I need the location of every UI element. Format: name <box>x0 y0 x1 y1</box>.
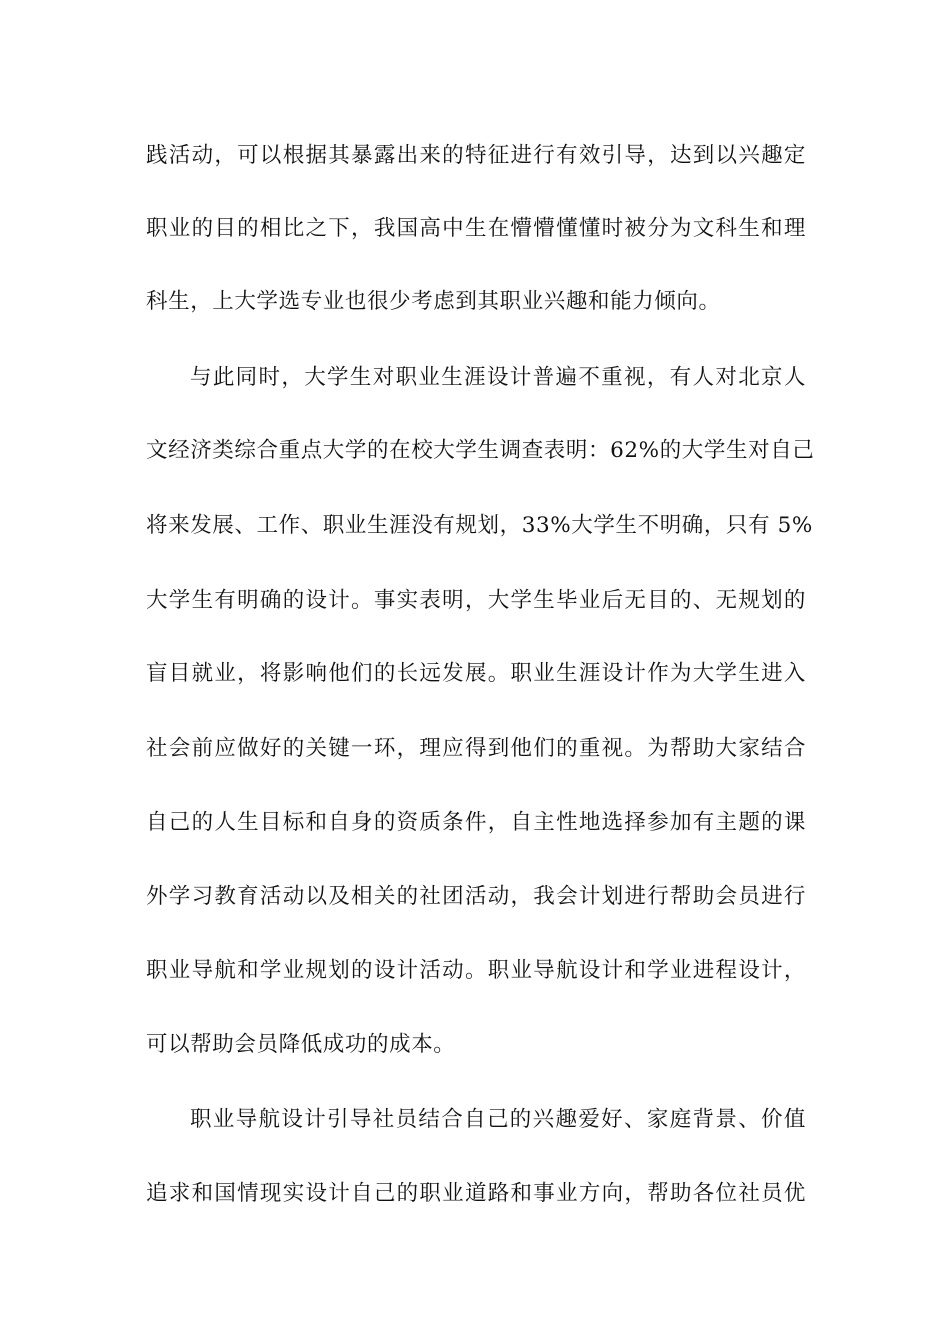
text-line: 文经济类综合重点大学的在校大学生调查表明：62%的大学生对自己 <box>146 438 815 463</box>
text-line: 职业的目的相比之下，我国高中生在懵懵懂懂时被分为文科生和理 <box>146 216 806 241</box>
text-line: 盲目就业，将影响他们的长远发展。职业生涯设计作为大学生进入 <box>146 661 806 686</box>
text-line: 大学生有明确的设计。事实表明，大学生毕业后无目的、无规划的 <box>146 588 806 613</box>
text-line: 科生，上大学选专业也很少考虑到其职业兴趣和能力倾向。 <box>146 289 721 314</box>
text-line: 践活动，可以根据其暴露出来的特征进行有效引导，达到以兴趣定 <box>146 143 806 168</box>
text-line: 追求和国情现实设计自己的职业道路和事业方向，帮助各位社员优 <box>146 1181 806 1206</box>
text-line: 职业导航和学业规划的设计活动。职业导航设计和学业进程设计， <box>146 958 806 983</box>
text-line: 自己的人生目标和自身的资质条件，自主性地选择参加有主题的课 <box>146 810 806 835</box>
text-line: 社会前应做好的关键一环，理应得到他们的重视。为帮助大家结合 <box>146 736 806 761</box>
text-line: 可以帮助会员降低成功的成本。 <box>146 1032 456 1057</box>
text-line: 将来发展、工作、职业生涯没有规划，33%大学生不明确，只有 5% <box>146 513 813 538</box>
text-line: 外学习教育活动以及相关的社团活动，我会计划进行帮助会员进行 <box>146 884 806 909</box>
text-line: 与此同时，大学生对职业生涯设计普遍不重视，有人对北京人 <box>190 365 806 390</box>
text-line: 职业导航设计引导社员结合自己的兴趣爱好、家庭背景、价值 <box>190 1107 806 1132</box>
